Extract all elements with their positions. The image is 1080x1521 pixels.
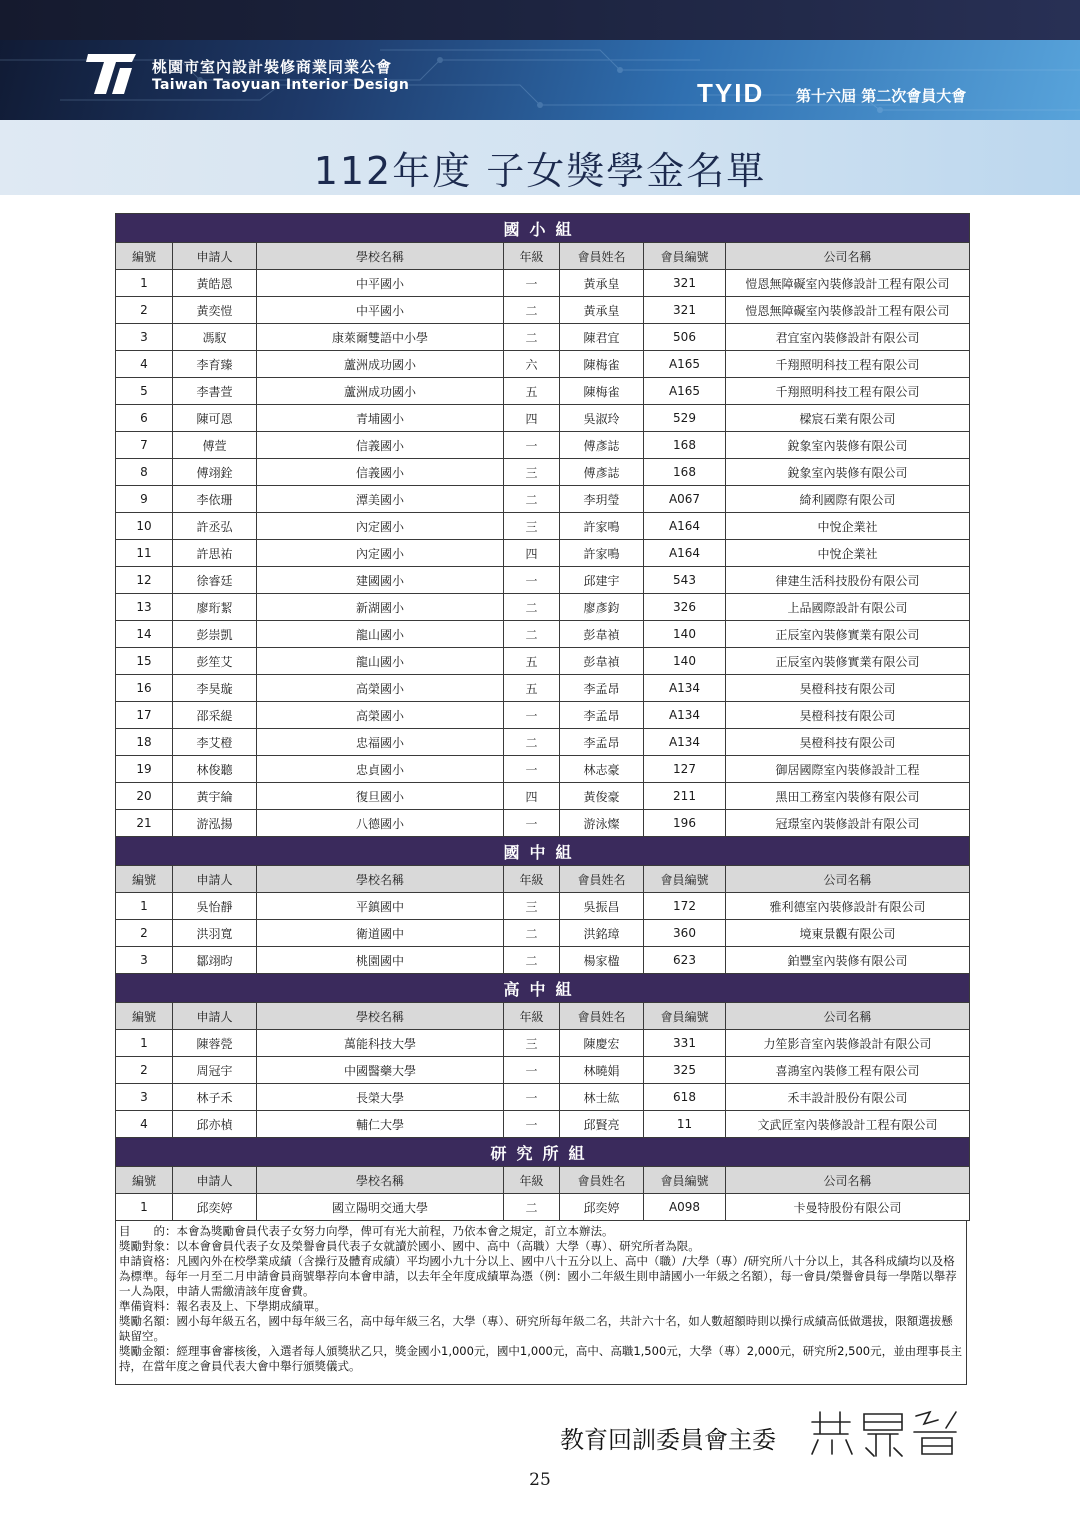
cell-grade: 一 [504,810,560,837]
note-documents: 準備資料：報名表及上、下學期成績單。 [119,1299,326,1313]
table-row [116,702,970,729]
cell-company: 文武匠室內裝修設計工程有限公司 [726,1111,970,1138]
page-title: 112年度 子女獎學金名單 [313,149,767,193]
column-header-row [116,1003,970,1030]
cell-company: 力笙影音室內裝修設計有限公司 [726,1030,970,1057]
table-row [116,324,970,351]
note-eligible-target: 獎勵對象：以本會會員代表子女及榮譽會員代表子女就讀於國小、國中、高中（高職）大學（專）、研究所者為限。 [119,1239,700,1253]
table-row [116,351,970,378]
cell-grade: 二 [504,297,560,324]
cell-member-no: A165 [644,351,726,378]
cell-member-no: A164 [644,540,726,567]
cell-no: 1 [116,270,173,297]
cell-member-no: 321 [644,270,726,297]
cell-grade: 二 [504,947,560,974]
column-header-member-name: 會員姓名 [560,866,644,893]
cell-applicant: 吳怡靜 [173,893,257,920]
cell-grade: 一 [504,432,560,459]
cell-member-no: 127 [644,756,726,783]
table-row [116,513,970,540]
column-header-applicant: 申請人 [173,866,257,893]
cell-grade: 三 [504,893,560,920]
cell-company: 鉑豐室內裝修有限公司 [726,947,970,974]
banner-top-strip [0,0,1080,40]
cell-member-name: 林曉娟 [560,1057,644,1084]
cell-member-no: A134 [644,702,726,729]
cell-member-name: 傅彥誌 [560,432,644,459]
cell-applicant: 鄒翊昀 [173,947,257,974]
cell-school: 康萊爾雙語中小學 [257,324,504,351]
cell-applicant: 李昊璇 [173,675,257,702]
cell-grade: 六 [504,351,560,378]
cell-applicant: 林俊聽 [173,756,257,783]
cell-school: 內定國小 [257,540,504,567]
cell-school: 國立陽明交通大學 [257,1194,504,1221]
cell-grade: 三 [504,459,560,486]
cell-applicant: 黃宇綸 [173,783,257,810]
cell-company: 卡曼特股份有限公司 [726,1194,970,1221]
cell-member-name: 游泳燦 [560,810,644,837]
cell-company: 銳象室內裝修有限公司 [726,432,970,459]
cell-company: 千翔照明科技工程有限公司 [726,351,970,378]
cell-grade: 四 [504,540,560,567]
cell-member-name: 黃承皇 [560,297,644,324]
cell-company: 御居國際室內裝修設計工程 [726,756,970,783]
cell-school: 忠福國小 [257,729,504,756]
cell-no: 19 [116,756,173,783]
cell-grade: 一 [504,1084,560,1111]
table-row [116,459,970,486]
cell-applicant: 邵采緹 [173,702,257,729]
cell-company: 銳象室內裝修有限公司 [726,459,970,486]
cell-no: 17 [116,702,173,729]
cell-company: 昊橙科技有限公司 [726,702,970,729]
cell-school: 忠貞國小 [257,756,504,783]
table-row [116,1194,970,1221]
cell-company: 昊橙科技有限公司 [726,675,970,702]
cell-no: 6 [116,405,173,432]
cell-company: 千翔照明科技工程有限公司 [726,378,970,405]
cell-company: 律建生活科技股份有限公司 [726,567,970,594]
cell-no: 3 [116,947,173,974]
column-header-no: 編號 [116,243,173,270]
cell-member-no: 168 [644,432,726,459]
cell-school: 復旦國小 [257,783,504,810]
cell-member-no: 168 [644,459,726,486]
cell-school: 中平國小 [257,270,504,297]
cell-applicant: 許丞弘 [173,513,257,540]
cell-company: 正辰室內裝修實業有限公司 [726,648,970,675]
rules-notes [115,1221,967,1385]
cell-applicant: 李育臻 [173,351,257,378]
cell-member-no: 196 [644,810,726,837]
column-header-school: 學校名稱 [257,866,504,893]
column-header-grade: 年級 [504,1167,560,1194]
cell-applicant: 彭崇凱 [173,621,257,648]
cell-applicant: 黃皓恩 [173,270,257,297]
column-header-member-name: 會員姓名 [560,1003,644,1030]
cell-member-name: 廖彥鈞 [560,594,644,621]
tyid-logo-icon [86,50,140,96]
cell-no: 13 [116,594,173,621]
table-row [116,1111,970,1138]
cell-grade: 三 [504,513,560,540]
cell-member-name: 李玥瑩 [560,486,644,513]
cell-grade: 一 [504,567,560,594]
section-header-elementary [116,214,970,243]
column-header-grade: 年級 [504,866,560,893]
cell-member-no: 618 [644,1084,726,1111]
cell-school: 中國醫藥大學 [257,1057,504,1084]
cell-school: 青埔國小 [257,405,504,432]
cell-applicant: 洪羽寬 [173,920,257,947]
cell-applicant: 傅萱 [173,432,257,459]
cell-member-name: 彭韋禎 [560,621,644,648]
cell-member-name: 吳淑玲 [560,405,644,432]
table-row [116,270,970,297]
cell-school: 蘆洲成功國小 [257,378,504,405]
cell-applicant: 邱亦楨 [173,1111,257,1138]
column-header-applicant: 申請人 [173,243,257,270]
cell-school: 新湖國小 [257,594,504,621]
cell-school: 高榮國小 [257,702,504,729]
cell-member-no: 211 [644,783,726,810]
cell-member-name: 洪銘璋 [560,920,644,947]
meeting-label: 第十六屆 第二次會員大會 [796,87,967,105]
cell-member-no: 360 [644,920,726,947]
cell-school: 萬能科技大學 [257,1030,504,1057]
cell-applicant: 黃奕愷 [173,297,257,324]
cell-member-name: 陳君宜 [560,324,644,351]
note-quota: 獎勵名額：國小每年級五名，國中每年級三名，高中每年級三名，大學（專）、研究所每年級二名，共計六十名，如人數超額時則以操行成績高低做選拔，限額選拔懸缺留空。 [119,1314,953,1343]
cell-no: 8 [116,459,173,486]
cell-school: 中平國小 [257,297,504,324]
cell-no: 3 [116,1084,173,1111]
cell-member-name: 林士紘 [560,1084,644,1111]
cell-member-name: 許家鳴 [560,540,644,567]
column-header-school: 學校名稱 [257,1003,504,1030]
cell-grade: 四 [504,783,560,810]
cell-grade: 一 [504,702,560,729]
cell-no: 7 [116,432,173,459]
cell-grade: 一 [504,1111,560,1138]
column-header-school: 學校名稱 [257,1167,504,1194]
cell-member-no: 172 [644,893,726,920]
table-row [116,1084,970,1111]
cell-school: 內定國小 [257,513,504,540]
cell-applicant: 許思祐 [173,540,257,567]
cell-member-name: 李孟昂 [560,675,644,702]
cell-member-no: A164 [644,513,726,540]
cell-grade: 二 [504,729,560,756]
table-row [116,920,970,947]
cell-applicant: 李艾橙 [173,729,257,756]
cell-grade: 一 [504,1057,560,1084]
org-name-chinese: 桃園市室內設計裝修商業同業公會 [152,58,393,76]
section-title: 國小組 [116,214,970,243]
cell-grade: 二 [504,594,560,621]
table-row [116,893,970,920]
cell-school: 長榮大學 [257,1084,504,1111]
cell-no: 18 [116,729,173,756]
table-row [116,567,970,594]
cell-applicant: 彭笙艾 [173,648,257,675]
cell-school: 輔仁大學 [257,1111,504,1138]
cell-applicant: 林子禾 [173,1084,257,1111]
page-number: 25 [529,1470,551,1490]
cell-school: 龍山國小 [257,621,504,648]
cell-no: 2 [116,297,173,324]
signer-label: 教育回訓委員會主委 [560,1426,776,1454]
cell-member-no: 326 [644,594,726,621]
cell-company: 雅利德室內裝修設計有限公司 [726,893,970,920]
cell-no: 1 [116,893,173,920]
cell-school: 八德國小 [257,810,504,837]
table-row [116,675,970,702]
cell-company: 正辰室內裝修實業有限公司 [726,621,970,648]
cell-no: 11 [116,540,173,567]
section-header-graduate [116,1138,970,1167]
cell-school: 信義國小 [257,432,504,459]
table-row [116,783,970,810]
cell-no: 3 [116,324,173,351]
cell-member-no: 529 [644,405,726,432]
table-row [116,594,970,621]
cell-grade: 二 [504,1194,560,1221]
cell-no: 2 [116,920,173,947]
section-header-senior-high [116,974,970,1003]
cell-no: 9 [116,486,173,513]
scholarship-sheet [115,213,969,1385]
cell-member-name: 邱建宇 [560,567,644,594]
cell-school: 高榮國小 [257,675,504,702]
table-row [116,810,970,837]
section-title: 研究所組 [116,1138,970,1167]
cell-school: 建國國小 [257,567,504,594]
cell-no: 15 [116,648,173,675]
cell-grade: 五 [504,648,560,675]
cell-no: 1 [116,1194,173,1221]
column-header-grade: 年級 [504,1003,560,1030]
cell-grade: 二 [504,621,560,648]
cell-company: 中悅企業社 [726,513,970,540]
cell-no: 1 [116,1030,173,1057]
cell-grade: 二 [504,920,560,947]
cell-grade: 二 [504,486,560,513]
cell-applicant: 傅翊銓 [173,459,257,486]
cell-applicant: 陳蓉甇 [173,1030,257,1057]
cell-no: 21 [116,810,173,837]
cell-member-name: 邱奕婷 [560,1194,644,1221]
cell-member-name: 傅彥誌 [560,459,644,486]
table-row [116,729,970,756]
column-header-member-no: 會員編號 [644,1003,726,1030]
cell-school: 桃園國中 [257,947,504,974]
cell-member-name: 李孟昂 [560,729,644,756]
cell-company: 中悅企業社 [726,540,970,567]
cell-applicant: 李依珊 [173,486,257,513]
table-row [116,378,970,405]
cell-no: 2 [116,1057,173,1084]
cell-company: 上品國際設計有限公司 [726,594,970,621]
cell-member-no: 140 [644,648,726,675]
cell-no: 10 [116,513,173,540]
cell-grade: 五 [504,675,560,702]
table-row [116,947,970,974]
cell-company: 黑田工務室內裝修有限公司 [726,783,970,810]
cell-no: 12 [116,567,173,594]
brand-wordmark: TYID [697,78,765,108]
cell-member-name: 吳振昌 [560,893,644,920]
cell-school: 平鎮國中 [257,893,504,920]
cell-company: 境東景觀有限公司 [726,920,970,947]
header-banner [0,0,1080,195]
table-row [116,540,970,567]
section-title: 高中組 [116,974,970,1003]
note-purpose: 目 的：本會為獎勵會員代表子女努力向學，俾可有光大前程，乃依本會之規定，訂立本辦法。 [119,1224,614,1238]
cell-member-no: 321 [644,297,726,324]
column-header-member-no: 會員編號 [644,243,726,270]
cell-no: 20 [116,783,173,810]
column-header-company: 公司名稱 [726,243,970,270]
table-row [116,297,970,324]
column-header-member-name: 會員姓名 [560,1167,644,1194]
cell-member-no: 11 [644,1111,726,1138]
cell-company: 冠璟室內裝修設計有限公司 [726,810,970,837]
note-amount: 獎勵金額：經理事會審核後，入選者每人頒獎狀乙只，獎金國小1,000元，國中1,000元，高中、高職1,500元，大學（專）2,000元，研究所2,500元，並由理事長主持，在當年度之會員代表大會中舉行頒獎儀式。 [119,1344,963,1373]
table-row [116,1057,970,1084]
cell-company: 君宜室內裝修設計有限公司 [726,324,970,351]
cell-applicant: 廖珩絜 [173,594,257,621]
cell-grade: 四 [504,405,560,432]
cell-applicant: 周冠宇 [173,1057,257,1084]
cell-company: 綺利國際有限公司 [726,486,970,513]
column-header-member-no: 會員編號 [644,866,726,893]
cell-school: 衛道國中 [257,920,504,947]
cell-company: 愷恩無障礙室內裝修設計工程有限公司 [726,297,970,324]
section-title: 國中組 [116,837,970,866]
cell-member-name: 黃俊豪 [560,783,644,810]
scholarship-table [115,213,970,1221]
cell-member-no: A098 [644,1194,726,1221]
org-name-english: Taiwan Taoyuan Interior Design [152,77,410,93]
column-header-member-name: 會員姓名 [560,243,644,270]
cell-member-name: 陳慶宏 [560,1030,644,1057]
cell-applicant: 游泓揚 [173,810,257,837]
section-header-junior-high [116,837,970,866]
column-header-applicant: 申請人 [173,1003,257,1030]
cell-member-no: 506 [644,324,726,351]
table-row [116,648,970,675]
cell-company: 喜鴻室內裝修工程有限公司 [726,1057,970,1084]
table-row [116,621,970,648]
handwritten-signature [806,1404,970,1460]
column-header-grade: 年級 [504,243,560,270]
column-header-company: 公司名稱 [726,1003,970,1030]
cell-school: 潭美國小 [257,486,504,513]
cell-member-no: 325 [644,1057,726,1084]
column-header-row [116,1167,970,1194]
cell-grade: 三 [504,1030,560,1057]
column-header-row [116,243,970,270]
cell-company: 樑宸石業有限公司 [726,405,970,432]
column-header-row [116,866,970,893]
cell-grade: 五 [504,378,560,405]
cell-applicant: 馮馭 [173,324,257,351]
cell-member-no: A134 [644,675,726,702]
cell-company: 禾丰設計股份有限公司 [726,1084,970,1111]
cell-no: 14 [116,621,173,648]
cell-member-name: 黃承皇 [560,270,644,297]
cell-applicant: 李書萱 [173,378,257,405]
cell-company: 愷恩無障礙室內裝修設計工程有限公司 [726,270,970,297]
cell-school: 信義國小 [257,459,504,486]
table-row [116,1030,970,1057]
cell-member-no: A067 [644,486,726,513]
cell-no: 16 [116,675,173,702]
table-row [116,405,970,432]
cell-member-no: 623 [644,947,726,974]
cell-member-name: 邱賢亮 [560,1111,644,1138]
column-header-company: 公司名稱 [726,866,970,893]
cell-applicant: 陳可恩 [173,405,257,432]
cell-member-no: 140 [644,621,726,648]
cell-member-no: 331 [644,1030,726,1057]
cell-member-name: 陳梅雀 [560,378,644,405]
cell-applicant: 徐睿廷 [173,567,257,594]
cell-member-name: 林志豪 [560,756,644,783]
table-row [116,756,970,783]
cell-member-no: A165 [644,378,726,405]
column-header-no: 編號 [116,1167,173,1194]
column-header-applicant: 申請人 [173,1167,257,1194]
cell-no: 5 [116,378,173,405]
cell-member-name: 陳梅雀 [560,351,644,378]
table-row [116,486,970,513]
cell-grade: 一 [504,756,560,783]
column-header-school: 學校名稱 [257,243,504,270]
cell-member-no: 543 [644,567,726,594]
cell-member-name: 許家鳴 [560,513,644,540]
cell-no: 4 [116,351,173,378]
cell-grade: 一 [504,270,560,297]
cell-company: 昊橙科技有限公司 [726,729,970,756]
cell-member-name: 楊家楹 [560,947,644,974]
cell-school: 龍山國小 [257,648,504,675]
cell-member-name: 李孟昂 [560,702,644,729]
cell-no: 4 [116,1111,173,1138]
cell-applicant: 邱奕婷 [173,1194,257,1221]
cell-member-no: A134 [644,729,726,756]
note-qualification: 申請資格：凡國內外在校學業成績（含操行及體育成績）平均國小九十分以上、國中八十五分以上、高中（職）/大學（專）/研究所八十分以上，其各科成績均以及格為標準。每年一月至二月申請會員商號舉荐向本會申請，以去年全年度成績單為憑（例：國小二年級生則申請國小一年級之名額），每一會員/榮譽會員每一學階以舉荐一人為限，申請人需繳清該年度會費。 [119,1254,957,1298]
column-header-company: 公司名稱 [726,1167,970,1194]
column-header-no: 編號 [116,866,173,893]
column-header-member-no: 會員編號 [644,1167,726,1194]
column-header-no: 編號 [116,1003,173,1030]
cell-grade: 二 [504,324,560,351]
cell-school: 蘆洲成功國小 [257,351,504,378]
table-row [116,432,970,459]
cell-member-name: 彭韋禎 [560,648,644,675]
